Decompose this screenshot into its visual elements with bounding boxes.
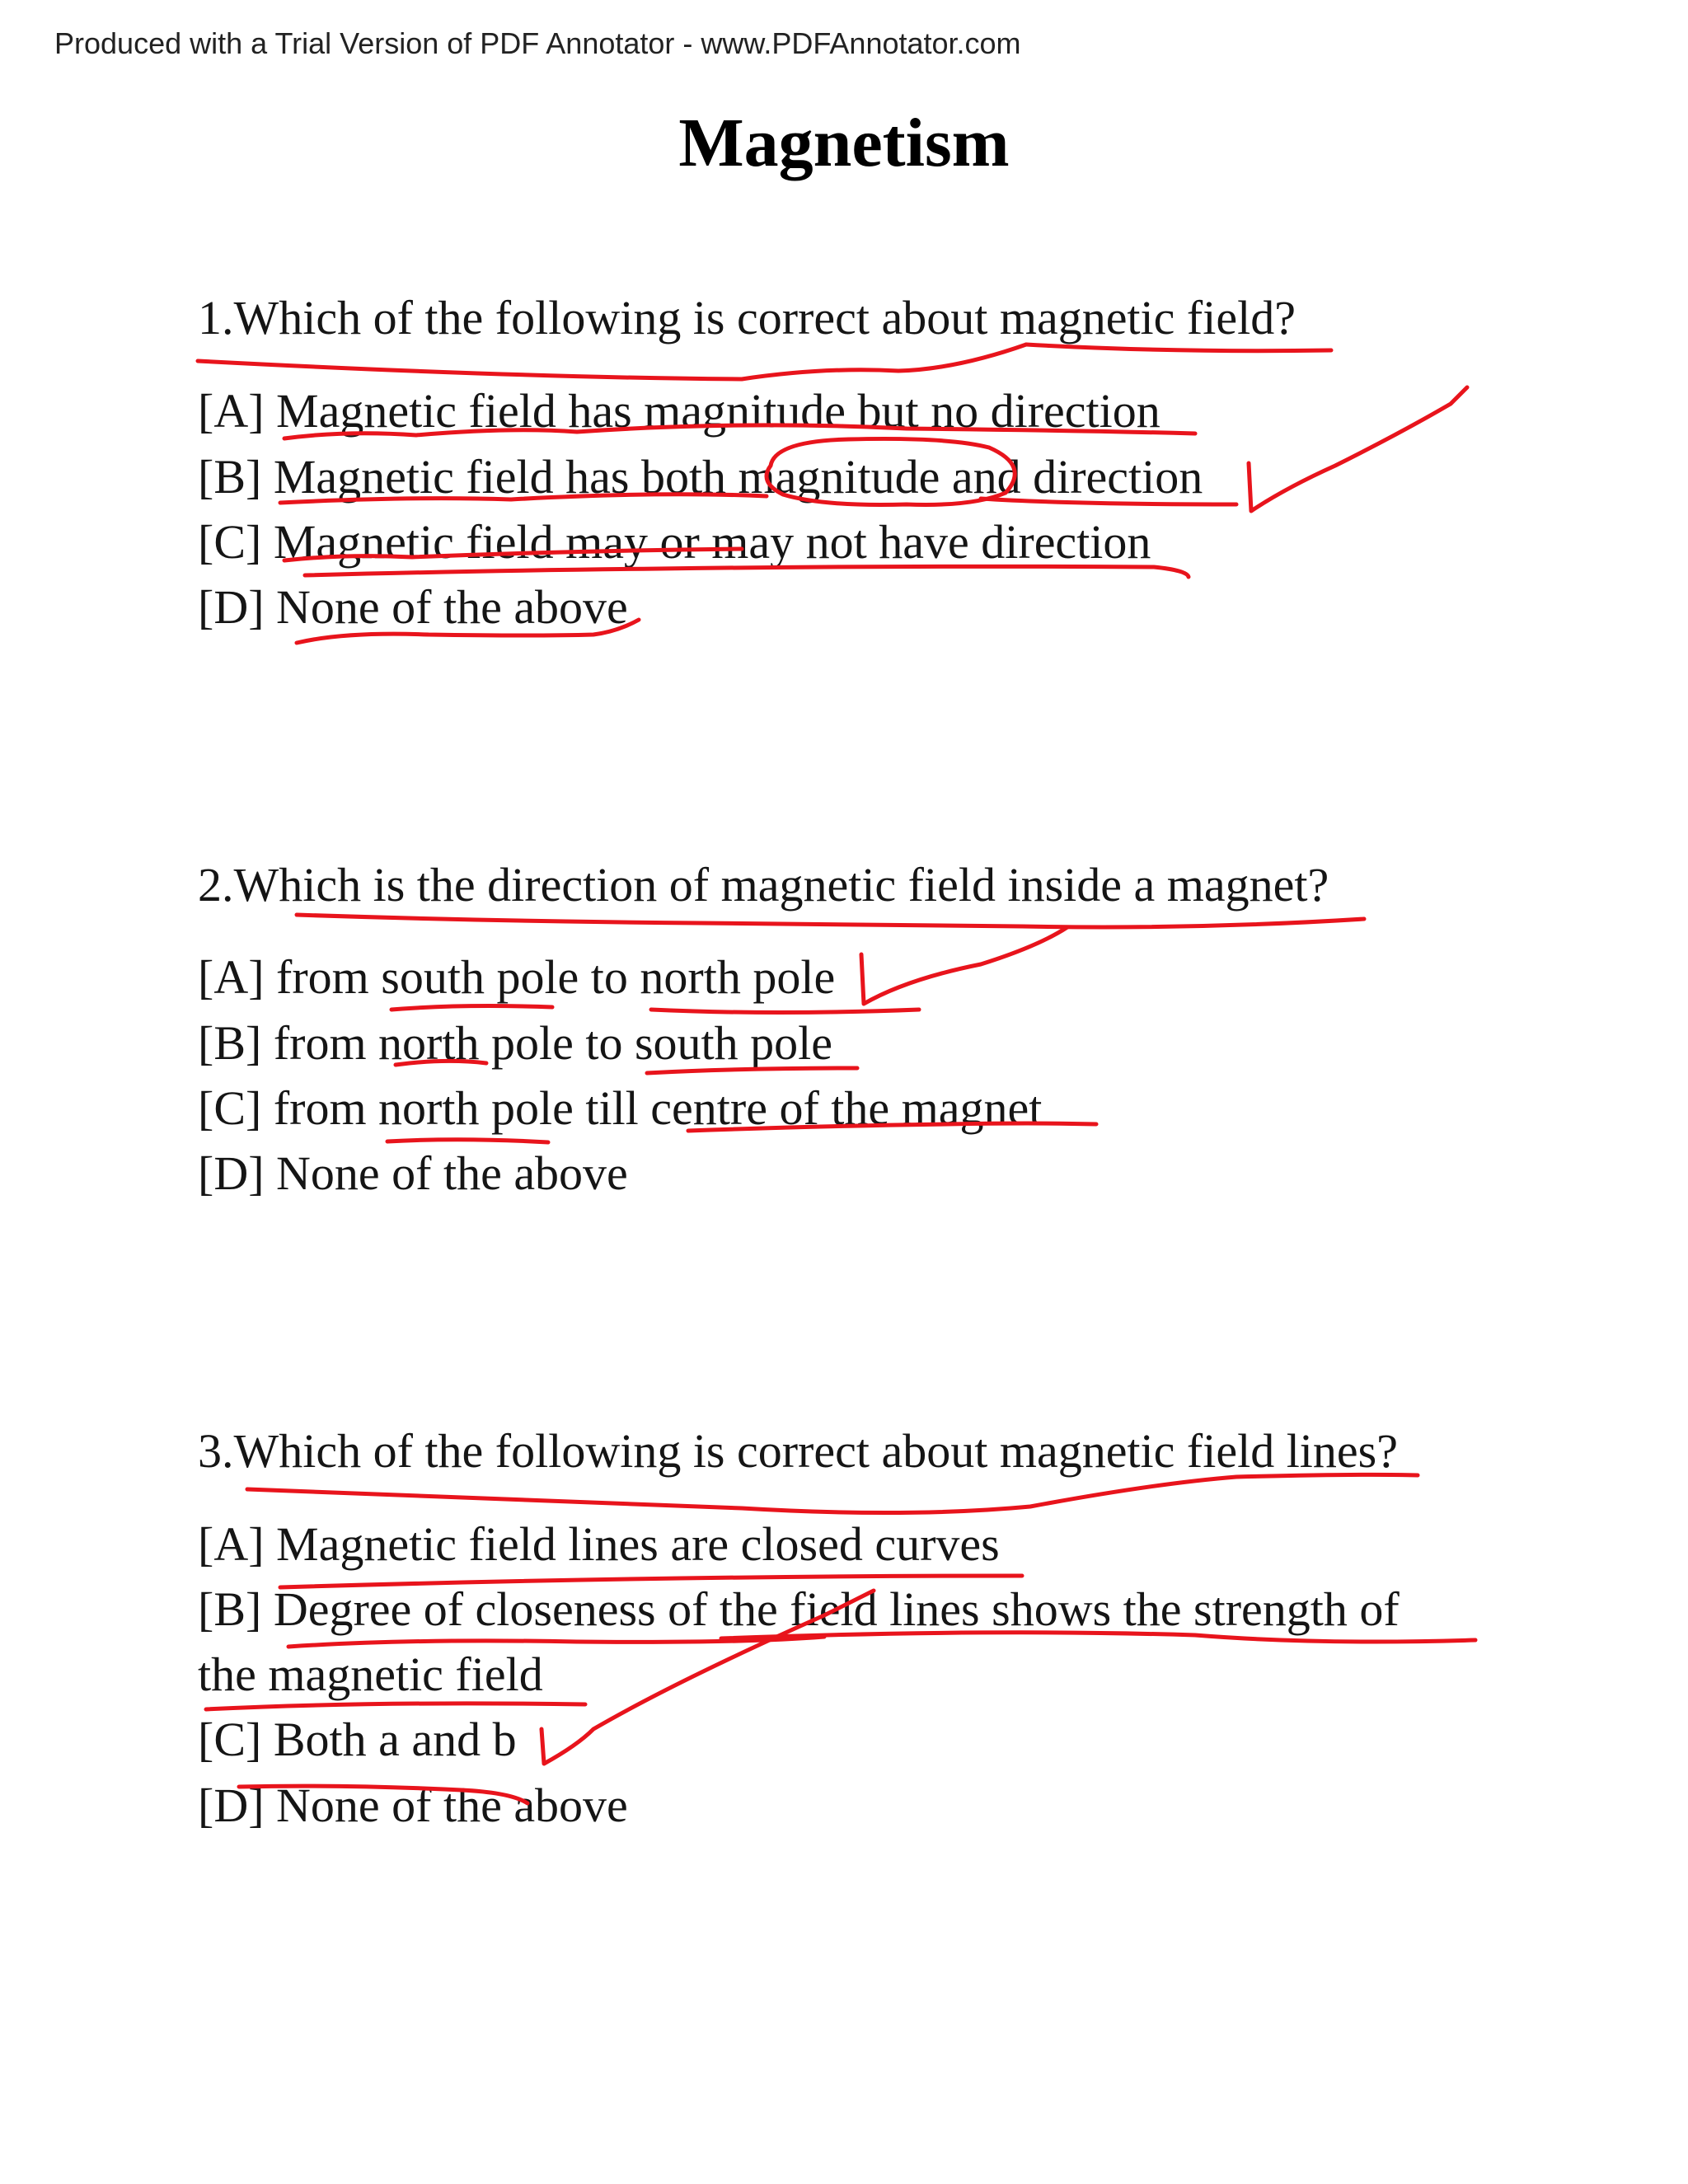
- question-1-option-c: [C] Magnetic field may or may not have direction: [198, 515, 1151, 569]
- ink-underline: [247, 1474, 1418, 1512]
- question-2-option-d: [D] None of the above: [198, 1146, 628, 1200]
- ink-underline: [198, 344, 1026, 379]
- ink-underline: [392, 1006, 552, 1010]
- question-1-text: 1.Which of the following is correct about magnetic field?: [198, 291, 1296, 344]
- ink-underline: [206, 1704, 585, 1709]
- question-1-option-b: [B] Magnetic field has both magnitude and direction: [198, 450, 1203, 504]
- question-3-option-a: [A] Magnetic field lines are closed curves: [198, 1517, 1000, 1571]
- page-title: Magnetism: [678, 105, 1010, 181]
- ink-underline: [288, 1637, 824, 1647]
- question-2-option-c: [C] from north pole till centre of the magnet: [198, 1081, 1043, 1135]
- question-3-option-c: [C] Both a and b: [198, 1713, 517, 1766]
- ink-underline: [297, 915, 1364, 927]
- question-3-option-b: [B] Degree of closeness of the field lines shows the strength of: [198, 1582, 1400, 1636]
- ink-underline: [387, 1140, 548, 1142]
- ink-underline: [1026, 344, 1331, 351]
- question-1-option-a: [A] Magnetic field has magnitude but no direction: [198, 384, 1160, 438]
- question-3-option-b-continued: the magnetic field: [198, 1647, 543, 1701]
- trial-watermark: Produced with a Trial Version of PDF Annotator - www.PDFAnnotator.com: [54, 26, 1021, 60]
- question-3-text: 3.Which of the following is correct about magnetic field lines?: [198, 1424, 1398, 1478]
- question-2-option-a: [A] from south pole to north pole: [198, 950, 836, 1004]
- ink-check-mark: [861, 927, 1067, 1004]
- question-2-text: 2.Which is the direction of magnetic field inside a magnet?: [198, 858, 1329, 912]
- ink-underline: [651, 1010, 919, 1013]
- question-3-option-d: [D] None of the above: [198, 1779, 628, 1832]
- question-1-option-d: [D] None of the above: [198, 580, 628, 634]
- question-2-option-b: [B] from north pole to south pole: [198, 1016, 833, 1070]
- ink-check-mark: [1249, 387, 1467, 511]
